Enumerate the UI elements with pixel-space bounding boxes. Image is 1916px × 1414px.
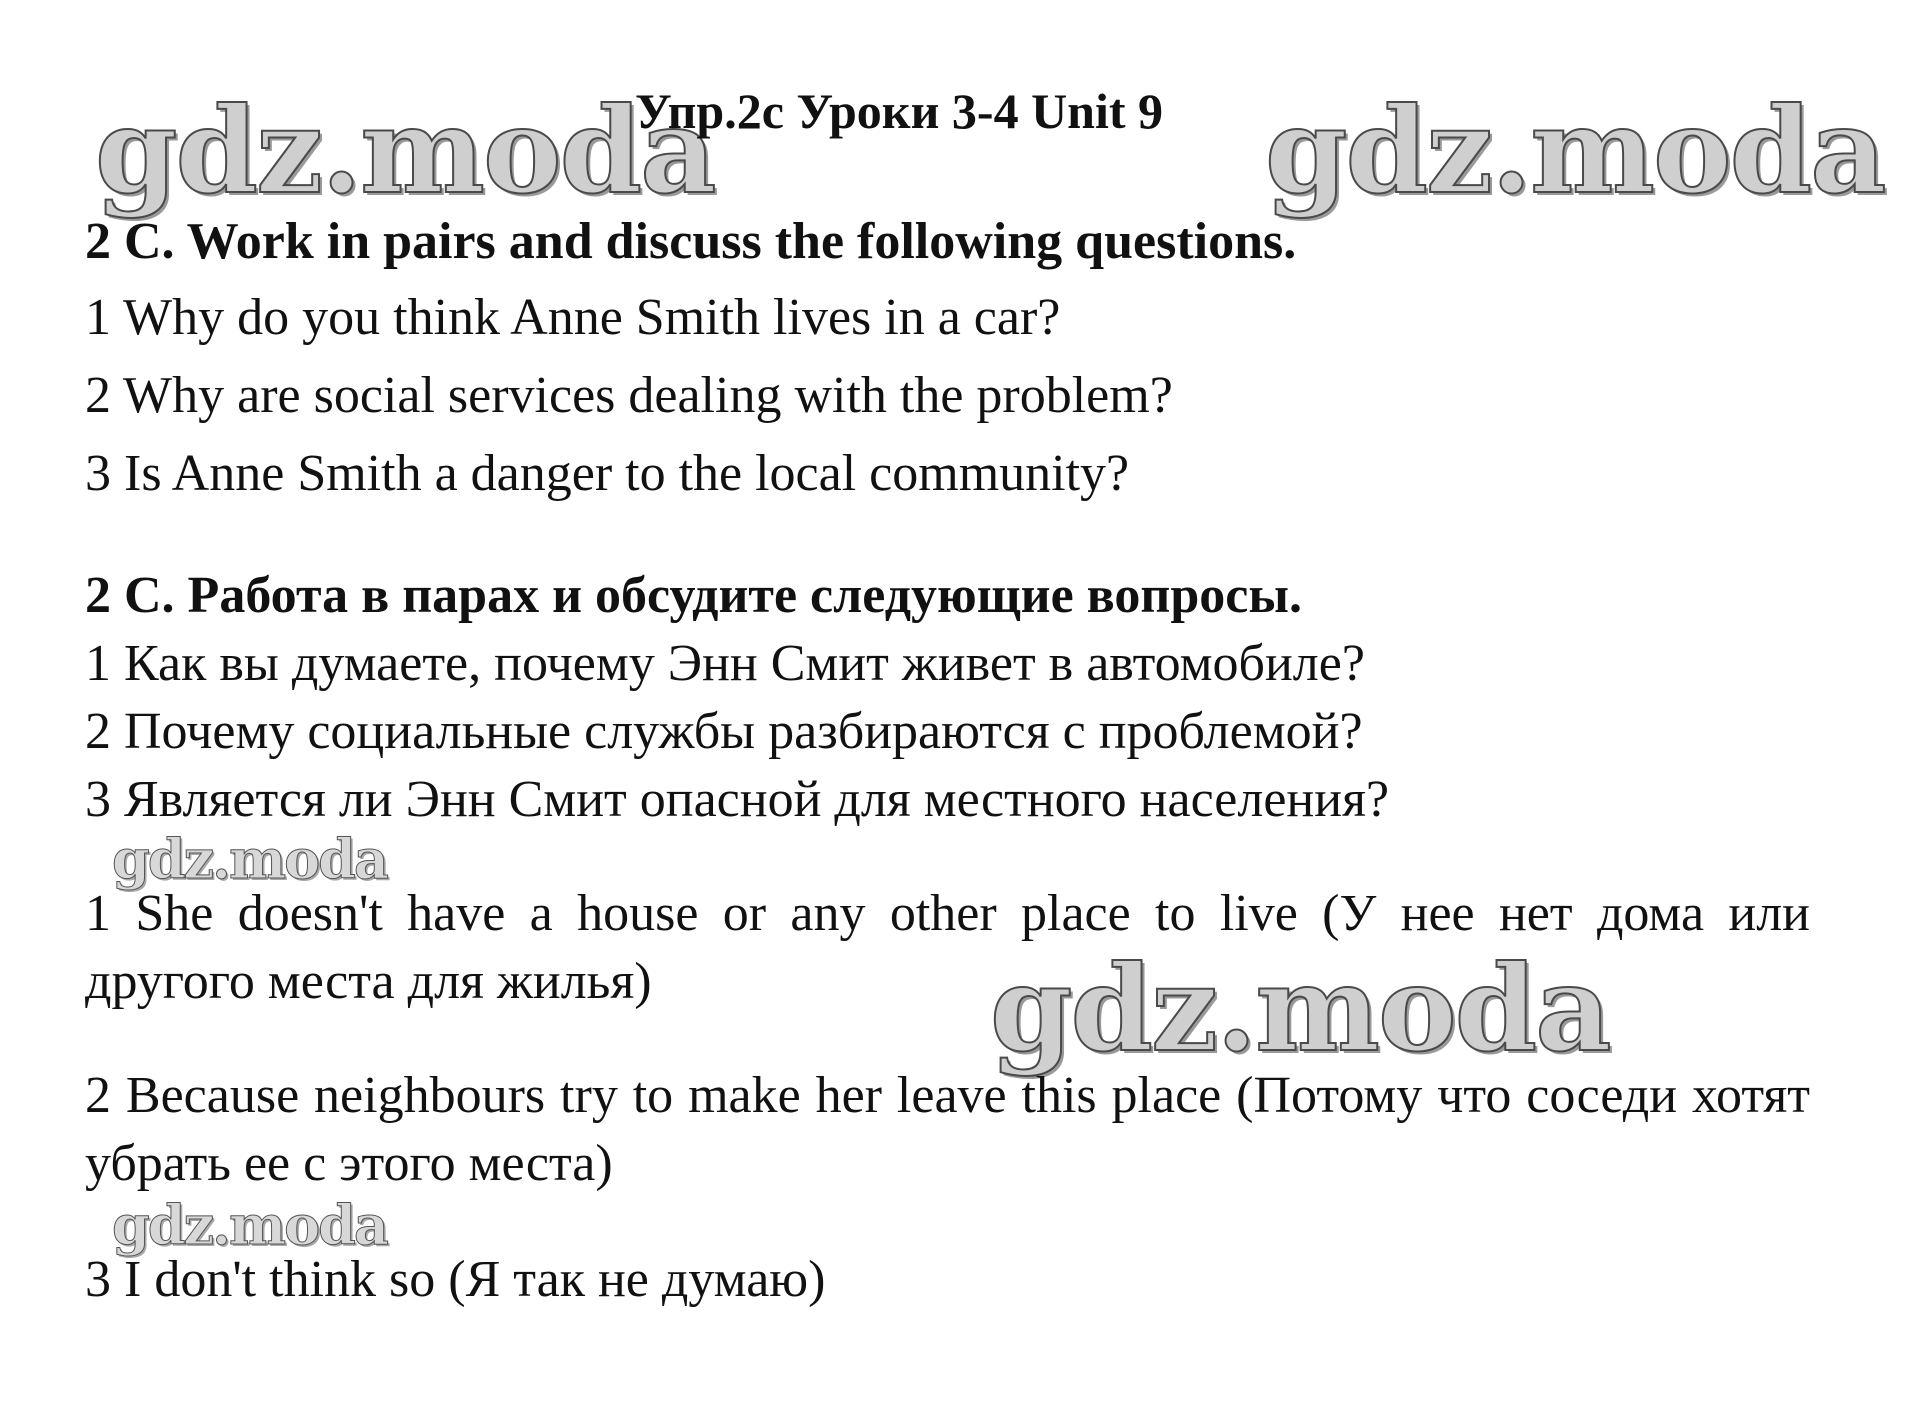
english-question: 2 Why are social services dealing with the problem?: [85, 367, 1173, 424]
russian-question: 3 Является ли Энн Смит опасной для местного населения?: [85, 771, 1390, 828]
russian-question: 1 Как вы думаете, почему Энн Смит живет в автомобиле?: [85, 635, 1365, 692]
answer-paragraph: 3 I don't think so (Я так не думаю): [85, 1251, 826, 1308]
watermark-logo: gdz.moda: [1265, 81, 1885, 220]
watermark-logo: gdz.moda: [990, 939, 1610, 1078]
watermark-logo: gdz.moda: [112, 1193, 387, 1257]
watermark-logo: gdz.moda: [95, 81, 715, 220]
english-question: 3 Is Anne Smith a danger to the local community?: [85, 445, 1130, 502]
answer-paragraph: 1 She doesn't have a house or any other place to live (У нее нет дома или другого места для жилья): [85, 885, 1810, 1010]
english-question: 1 Why do you think Anne Smith lives in a car?: [85, 289, 1061, 346]
answer-paragraph: 2 Because neighbours try to make her leave this place (Потому что соседи хотят убрать ее с этого места): [85, 1067, 1810, 1192]
russian-question: 2 Почему социальные службы разбираются с проблемой?: [85, 703, 1363, 760]
russian-task-heading: 2 С. Работа в парах и обсудите следующие вопросы.: [85, 567, 1302, 624]
watermark-logo: gdz.moda: [112, 827, 387, 891]
english-task-heading: 2 C. Work in pairs and discuss the following questions.: [85, 213, 1297, 270]
page-title: Упр.2c Уроки 3-4 Unit 9: [635, 83, 1164, 139]
